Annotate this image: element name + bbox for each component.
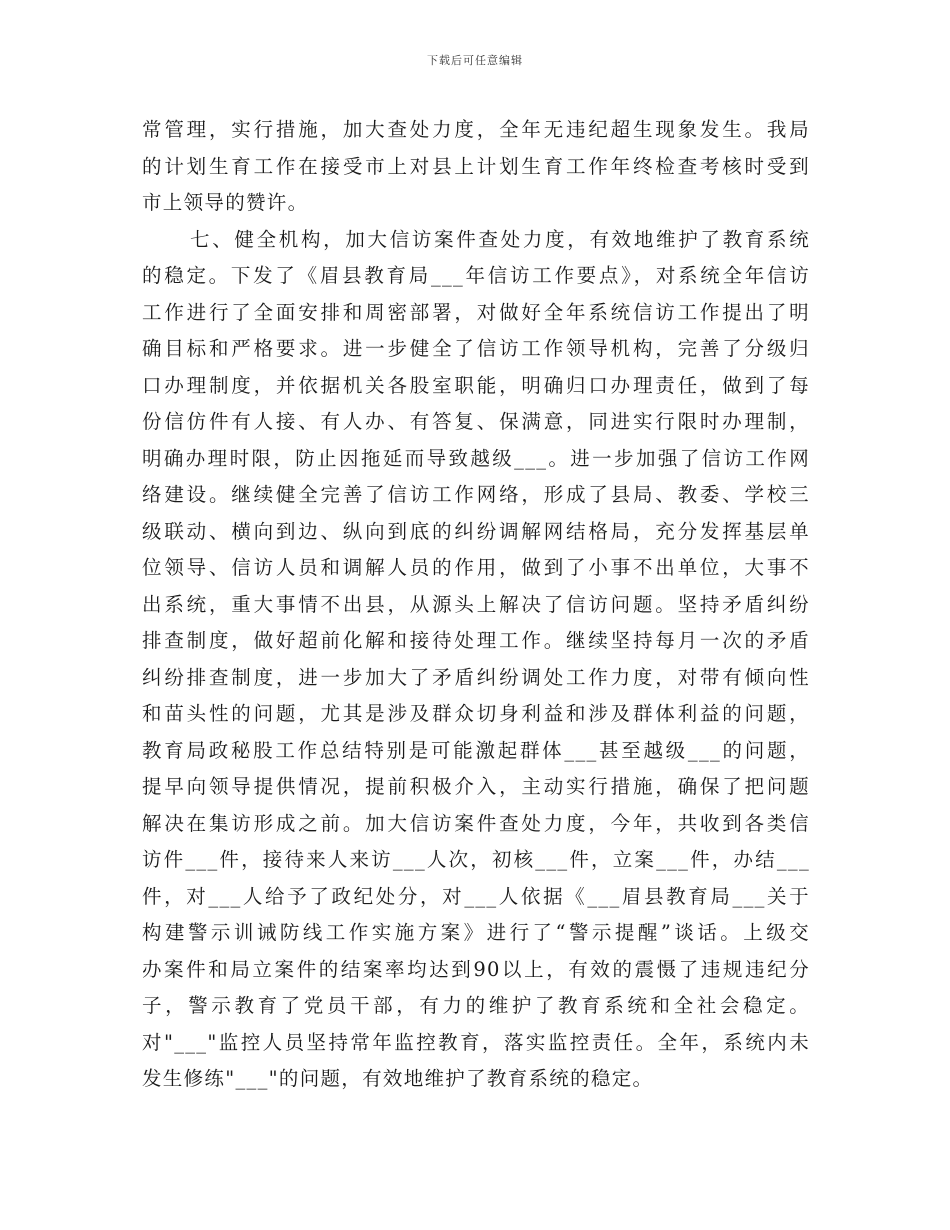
paragraph-line: 访件___件，接待来人来访___人次，初核___件，立案___件，办结___ [142,848,810,871]
paragraph-line: 络建设。继续健全完善了信访工作网络，形成了县局、教委、学校三 [142,483,810,506]
paragraph-line: 子，警示教育了党员干部，有力的维护了教育系统和全社会稳定。 [142,994,810,1017]
paragraph-line: 出系统，重大事情不出县，从源头上解决了信访问题。坚持矛盾纠纷 [142,592,810,616]
paragraph-line: 明确办理时限，防止因拖延而导致越级___。进一步加强了信访工作网 [142,446,810,470]
paragraph-line: 份信仿件有人接、有人办、有答复、保满意，同进实行限时办理制， [142,410,810,433]
paragraph-line: 级联动、横向到边、纵向到底的纠纷调解网结格局，充分发挥基层单 [142,519,810,543]
document-body [142,112,810,1098]
paragraph-line: 位领导、信访人员和调解人员的作用，做到了小事不出单位，大事不 [142,556,810,579]
paragraph-line: 排查制度，做好超前化解和接待处理工作。继续坚持每月一次的矛盾 [142,629,810,652]
paragraph-line: 解决在集访形成之前。加大信访案件查处力度，今年，共收到各类信 [142,811,810,835]
paragraph-line: 发生修练"___"的问题，有效地维护了教育系统的稳定。 [142,1067,654,1090]
paragraph-line: 办案件和局立案件的结案率均达到90以上，有效的震慑了违规违纪分 [142,957,810,981]
paragraph-line: 和苗头性的问题，尤其是涉及群众切身利益和涉及群体利益的问题， [142,702,810,725]
paragraph-line: 件，对___人给予了政纪处分，对___人依据《___眉县教育局___关于 [142,884,810,908]
paragraph-line: 工作进行了全面安排和周密部署，对做好全年系统信访工作提出了明 [142,300,810,324]
paragraph-line: 对"___"监控人员坚持常年监控教育，落实监控责任。全年，系统内未 [142,1030,810,1054]
paragraph-first-line: 七、健全机构，加大信访案件查处力度，有效地维护了教育系统 [190,227,810,251]
paragraph-line: 教育局政秘股工作总结特别是可能激起群体___甚至越级___的问题， [142,738,810,762]
page-header: 下载后可任意编辑 [427,54,523,67]
paragraph-line: 确目标和严格要求。进一步健全了信访工作领导机构，完善了分级归 [142,337,810,360]
paragraph-line: 提早向领导提供情况，提前积极介入，主动实行措施，确保了把问题 [142,775,810,798]
paragraph-line: 的计划生育工作在接受市上对县上计划生育工作年终检查考核时受到 [142,154,810,178]
paragraph-line: 纠纷排查制度，进一步加大了矛盾纠纷调处工作力度，对带有倾向性 [142,665,810,689]
paragraph-line: 常管理，实行措施，加大查处力度，全年无违纪超生现象发生。我局 [142,118,810,141]
paragraph-line: 构建警示训诫防线工作实施方案》进行了“警示提醒”谈话。上级交 [142,921,810,944]
paragraph-line: 口办理制度，并依据机关各股室职能，明确归口办理责任，做到了每 [142,373,810,397]
paragraph-line: 的稳定。下发了《眉县教育局___年信访工作要点》，对系统全年信访 [142,264,810,287]
paragraph-line: 市上领导的赞许。 [142,191,309,214]
